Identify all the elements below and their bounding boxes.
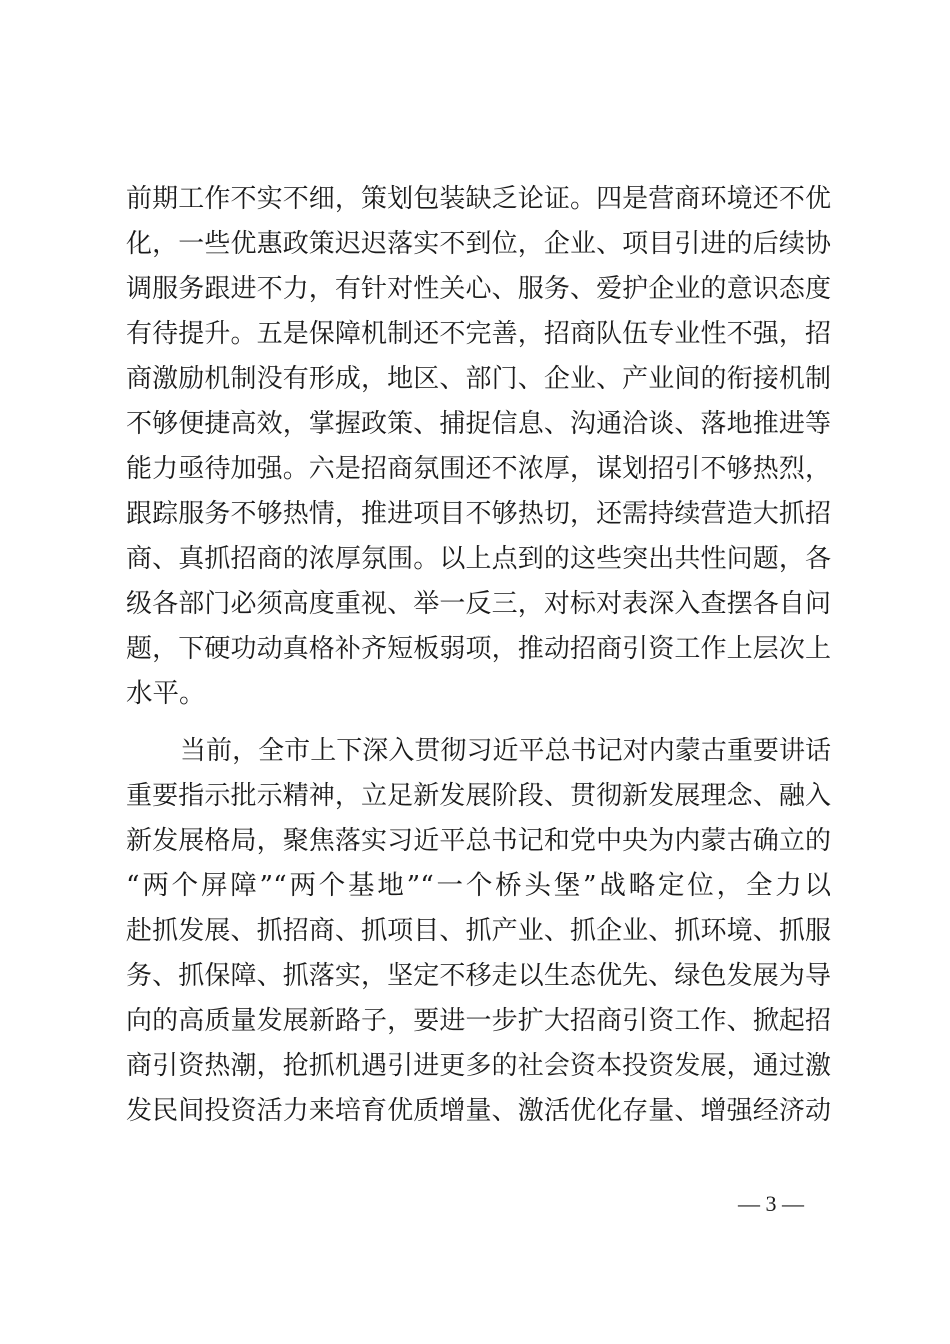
text-line: 前期工作不实不细，策划包装缺乏论证。四是营商环境还不优 (126, 184, 831, 214)
text-line: 水平。 (126, 678, 206, 709)
text-line: 向的高质量发展新路子，要进一步扩大招商引资工作、掀起招 (126, 1006, 831, 1036)
text-line: 重要指示批示精神，立足新发展阶段、贯彻新发展理念、融入 (126, 781, 831, 811)
text-line: 新发展格局，聚焦落实习近平总书记和党中央为内蒙古确立的 (126, 826, 831, 856)
text-line: 赴抓发展、抓招商、抓项目、抓产业、抓企业、抓环境、抓服 (126, 916, 831, 946)
text-line: 题，下硬功动真格补齐短板弱项，推动招商引资工作上层次上 (126, 634, 831, 664)
page-number: — 3 — (738, 1191, 804, 1216)
text-line: 有待提升。五是保障机制还不完善，招商队伍专业性不强，招 (126, 319, 831, 349)
text-line: 当前，全市上下深入贯彻习近平总书记对内蒙古重要讲话 (180, 736, 831, 766)
text-line: 商、真抓招商的浓厚氛围。以上点到的这些突出共性问题，各 (126, 544, 831, 574)
text-line: 发民间投资活力来培育优质增量、激活优化存量、增强经济动 (126, 1096, 831, 1126)
text-line: 不够便捷高效，掌握政策、捕捉信息、沟通洽谈、落地推进等 (126, 409, 831, 439)
text-line: 调服务跟进不力，有针对性关心、服务、爱护企业的意识态度 (126, 274, 831, 304)
text-line: 化，一些优惠政策迟迟落实不到位，企业、项目引进的后续协 (126, 229, 831, 259)
text-line: 商激励机制没有形成，地区、部门、企业、产业间的衔接机制 (126, 364, 831, 394)
text-line: 商引资热潮，抢抓机遇引进更多的社会资本投资发展，通过激 (126, 1051, 831, 1081)
text-line: 跟踪服务不够热情，推进项目不够热切，还需持续营造大抓招 (126, 499, 831, 529)
text-line: 能力亟待加强。六是招商氛围还不浓厚，谋划招引不够热烈， (126, 454, 831, 484)
text-line: 务、抓保障、抓落实，坚定不移走以生态优先、绿色发展为导 (126, 961, 831, 991)
text-line: 级各部门必须高度重视、举一反三，对标对表深入查摆各自问 (126, 589, 831, 619)
text-line: “两个屏障”“两个基地”“一个桥头堡”战略定位，全力以 (126, 870, 831, 901)
